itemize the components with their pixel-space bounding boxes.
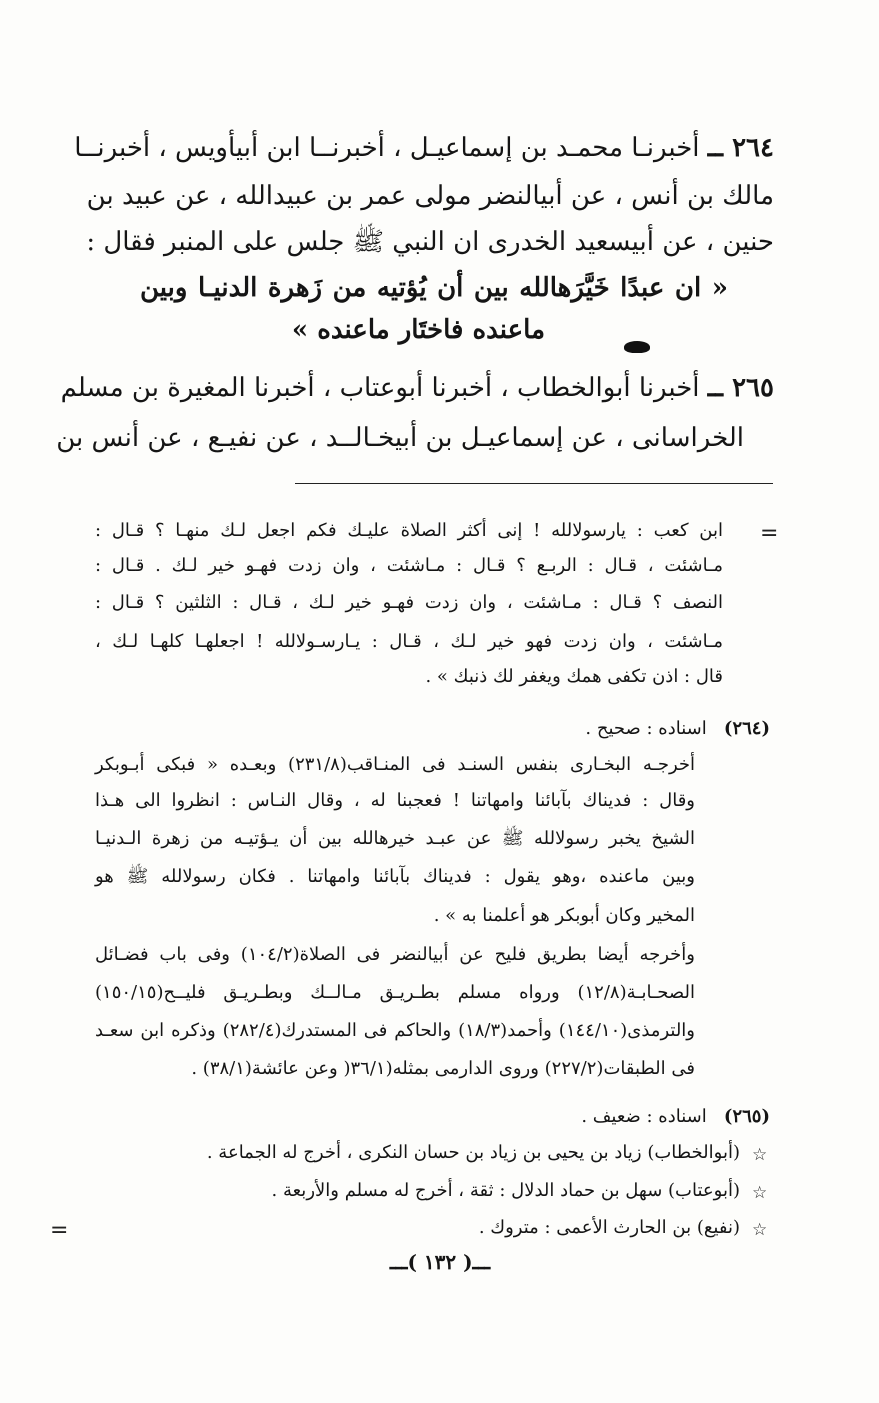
note-264-line-8: والترمذى(١٤٤/١٠) وأحمد(١٨/٣) والحاكم فى المستدرك(٢٨٢/٤) وذكره ابن سعـد xyxy=(95,1020,695,1041)
note-264-line-2: وقال : فديناك بآبائنا وامهاتنا ! فعجبنا له ، وقال النـاس : انظروا الى هـذا xyxy=(95,790,695,811)
star-bullet-icon: ☆ xyxy=(752,1145,768,1165)
continuation-marker: = xyxy=(760,521,779,546)
note-264-line-7: الصحـابـة(١٢/٨) ورواه مسلم بطـريـق مـالــك وبطـريـق فليــح(١٥٠/١٥) xyxy=(95,982,695,1003)
entry-265-line-2: الخراسانى ، عن إسماعيـل بن أبيخـالــد ، عن نفيـع ، عن أنس بن xyxy=(56,423,744,453)
footnote-line-4: مـاشئت ، وان زدت فهو خير لـك ، قـال : يـارسـولالله ! اجعلهـا كلهـا لـك ، xyxy=(95,631,723,652)
note-264-status: اسناده : صحيح . xyxy=(585,718,707,739)
narrator-item-1: (أبوالخطاب) زياد بن يحيى بن زياد بن حسان النكرى ، أخرج له الجماعة . xyxy=(206,1142,740,1163)
entry-264-line-3: حنين ، عن أبيسعيد الخدرى ان النبي ﷺ جلس على المنبر فقال : xyxy=(86,227,774,257)
entry-264-line-2: مالك بن أنس ، عن أبيالنضر مولى عمر بن عبيدالله ، عن عبيد بن xyxy=(86,181,774,211)
star-bullet-icon: ☆ xyxy=(752,1220,768,1240)
note-265-status: اسناده : ضعيف . xyxy=(581,1106,707,1127)
hadith-line-2: ماعنده فاختَار ماعنده » xyxy=(291,315,545,345)
footnote-line-2: مـاشئت ، قـال : الربـع ؟ قـال : مـاشئت ، وان زدت فهـو خير لـك . قـال : xyxy=(95,555,723,576)
footnote-separator xyxy=(295,483,773,484)
note-265-header xyxy=(530,1102,770,1132)
narrator-item-2: (أبوعتاب) سهل بن حماد الدلال : ثقة ، أخرج له مسلم والأربعة . xyxy=(271,1180,740,1201)
entry-264-line-1: ٢٦٤ ــ أخبرنـا محمـد بن إسماعيـل ، أخبرنــا ابن أبيأويس ، أخبرنــا xyxy=(74,133,774,163)
note-264-line-4: وبين ماعنده ،وهو يقول : فديناك بآبائنا وامهاتنا . فكان رسولالله ﷺ هو xyxy=(95,866,695,887)
note-264-line-5: المخير وكان أبوبكر هو أعلمنا به » . xyxy=(433,905,695,926)
entry-265-number: ٢٦٥ ــ xyxy=(707,373,774,403)
note-264-line-3: الشيخ يخبر رسولالله ﷺ عن عبـد خيرهالله بين أن يـؤتيـه من زهرة الـدنيـا xyxy=(95,828,695,849)
page-number: ـــ( ١٣٢ )ـــ xyxy=(389,1250,491,1274)
star-bullet-icon: ☆ xyxy=(752,1183,768,1203)
note-264-header xyxy=(560,714,770,744)
narrator-item-3: (نفيع) بن الحارث الأعمى : متروك . xyxy=(478,1217,740,1238)
ink-blot xyxy=(624,341,650,353)
hadith-line-1: « ان عبدًا خَيَّرَهالله بين أن يُؤتيه من زَهرة الدنيـا وبين xyxy=(140,273,728,303)
note-264-number: (٢٦٤) xyxy=(723,718,770,739)
note-264-line-1: أخرجـه البخـارى بنفس السنـد فى المنـاقب(٢٣١/٨) وبعـده « فبكى أبـوبكر xyxy=(95,754,696,775)
note-264-line-6: وأخرجه أيضا بطريق فليح عن أبيالنضر فى الصلاة(١٠٤/٢) وفى باب فضـائل xyxy=(95,944,695,965)
entry-264-number: ٢٦٤ ــ xyxy=(707,133,774,163)
footnote-line-3: النصف ؟ قـال : مـاشئت ، وان زدت فهـو خير لـك ، قـال : الثلثين ؟ قـال : xyxy=(95,592,723,613)
footnote-line-1: ابن كعب : يارسولالله ! إنى أكثر الصلاة عليـك فكم اجعل لـك منهـا ؟ قـال : xyxy=(95,520,723,541)
entry-265-line-1: ٢٦٥ ــ أخبرنا أبوالخطاب ، أخبرنا أبوعتاب ، أخبرنا المغيرة بن مسلم xyxy=(60,373,774,403)
note-265-number: (٢٦٥) xyxy=(723,1106,770,1127)
continuation-marker-bottom: = xyxy=(50,1218,69,1243)
footnote-line-5: قال : اذن تكفى همك ويغفر لك ذنبك » . xyxy=(425,666,723,687)
note-264-line-9: فى الطبقات(٢٢٧/٢) وروى الدارمى بمثله(٣٦/١( وعن عائشة(٣٨/١) . xyxy=(191,1058,695,1079)
